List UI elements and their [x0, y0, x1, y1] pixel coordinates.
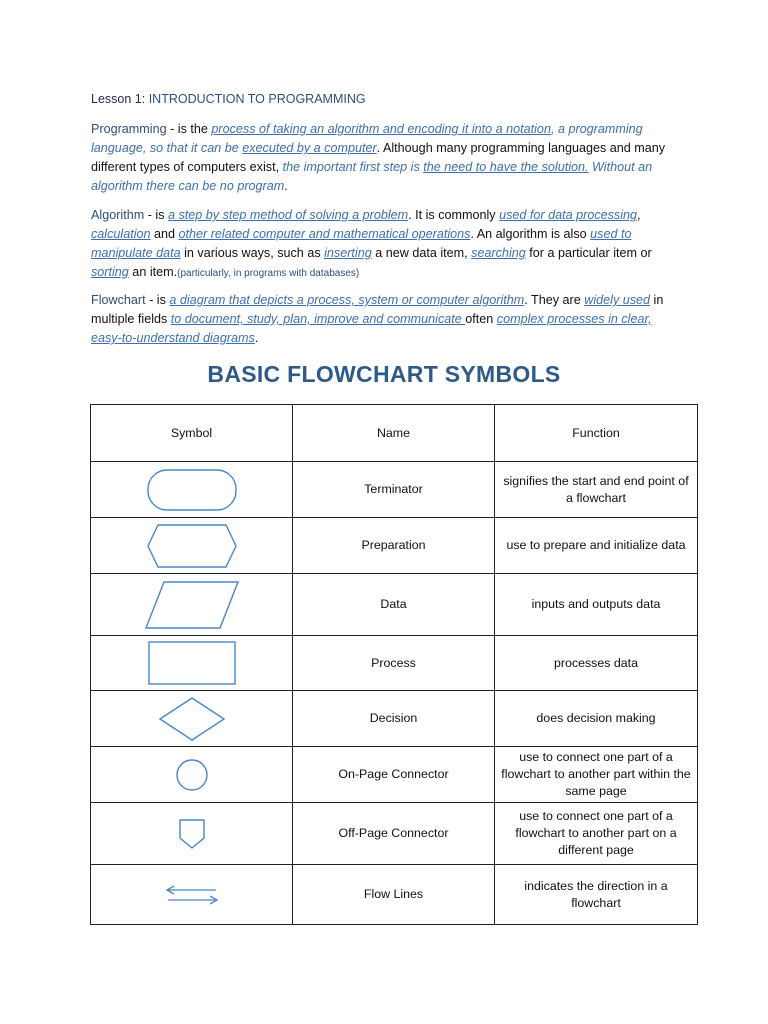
- function-cell: use to connect one part of a flowchart to another part on a different page: [495, 803, 698, 865]
- algorithm-term: Algorithm: [91, 208, 145, 222]
- function-cell: does decision making: [495, 691, 698, 747]
- text-segment: . They are: [524, 293, 585, 307]
- symbol-cell: [91, 691, 293, 747]
- flowchart-symbols-table: [90, 404, 698, 925]
- underlined-phrase: used to manipulate data: [91, 227, 632, 260]
- underlined-phrase: calculation: [91, 227, 151, 241]
- symbol-cell: [91, 518, 293, 574]
- italic-phrase: , a programming language, so that it can be: [91, 122, 643, 155]
- underlined-phrase: sorting: [91, 265, 129, 279]
- underlined-phrase: other related computer and mathematical operations: [178, 227, 471, 241]
- data-symbol-icon: [144, 580, 240, 630]
- programming-term: Programming: [91, 122, 167, 136]
- text-segment: often: [465, 312, 497, 326]
- text-segment: . An algorithm is also: [470, 227, 591, 241]
- process-symbol-icon: [147, 640, 237, 686]
- flowchart-paragraph: [91, 291, 681, 348]
- table-row: [91, 462, 698, 518]
- text-segment: - is: [145, 293, 170, 307]
- italic-phrase: the important first step is: [282, 160, 424, 174]
- italic-phrase: Without an algorithm there can be no program: [91, 160, 653, 193]
- text-segment: - is the: [166, 122, 212, 136]
- symbol-cell: [91, 747, 293, 803]
- text-segment: - is: [144, 208, 168, 222]
- flowchart-term: Flowchart: [91, 293, 146, 307]
- name-cell: Flow Lines: [293, 865, 495, 925]
- lesson-prefix: Lesson 1:: [91, 92, 149, 106]
- underlined-phrase: executed by a computer: [242, 141, 377, 155]
- flowchart-symbols-title: BASIC FLOWCHART SYMBOLS: [207, 361, 561, 387]
- name-cell: Data: [293, 574, 495, 636]
- on-page-connector-symbol-icon: [175, 758, 209, 792]
- algorithm-paragraph: [91, 206, 681, 283]
- underlined-phrase: process of taking an algorithm and encoding it into a notation: [211, 122, 551, 136]
- function-cell: processes data: [495, 636, 698, 691]
- underlined-phrase: a diagram that depicts a process, system or computer algorithm: [169, 293, 525, 307]
- symbol-cell: [91, 462, 293, 518]
- terminator-symbol-icon: [146, 467, 238, 513]
- text-segment: an item.: [128, 265, 178, 279]
- name-cell: Off-Page Connector: [293, 803, 495, 865]
- text-segment: in multiple fields: [91, 293, 664, 326]
- underlined-phrase: inserting: [324, 246, 372, 260]
- underlined-phrase: complex processes in clear, easy-to-understand diagrams: [91, 312, 652, 345]
- function-cell: indicates the direction in a flowchart: [495, 865, 698, 925]
- small-note: (particularly, in programs with databases): [177, 268, 360, 279]
- function-cell: use to connect one part of a flowchart to another part within the same page: [495, 747, 698, 803]
- off-page-connector-symbol-icon: [178, 818, 206, 850]
- name-cell: Terminator: [293, 462, 495, 518]
- function-cell: signifies the start and end point of a flowchart: [495, 462, 698, 518]
- flow-lines-symbol-icon: [164, 884, 220, 906]
- lesson-heading: [91, 92, 366, 106]
- underlined-phrase: widely used: [584, 293, 651, 307]
- function-cell: inputs and outputs data: [495, 574, 698, 636]
- function-cell: use to prepare and initialize data: [495, 518, 698, 574]
- preparation-symbol-icon: [146, 523, 238, 569]
- table-row: [91, 747, 698, 803]
- underlined-phrase: the need to have the solution.: [423, 160, 589, 174]
- programming-paragraph: [91, 120, 681, 196]
- name-cell: On-Page Connector: [293, 747, 495, 803]
- header-symbol: Symbol: [91, 405, 293, 462]
- underlined-phrase: a step by step method of solving a problem: [168, 208, 409, 222]
- name-cell: Process: [293, 636, 495, 691]
- underlined-phrase: to document, study, plan, improve and communicate: [170, 312, 466, 326]
- table-row: [91, 803, 698, 865]
- symbol-cell: [91, 803, 293, 865]
- text-segment: ,: [637, 208, 641, 222]
- table-row: [91, 518, 698, 574]
- table-header-row: [91, 405, 698, 462]
- decision-symbol-icon: [158, 696, 226, 742]
- header-function: Function: [495, 405, 698, 462]
- text-segment: in various ways, such as: [180, 246, 325, 260]
- text-segment: .: [284, 179, 288, 193]
- name-cell: Decision: [293, 691, 495, 747]
- text-segment: a new data item,: [371, 246, 472, 260]
- text-segment: for a particular item or: [525, 246, 652, 260]
- symbol-cell: [91, 865, 293, 925]
- header-name: Name: [293, 405, 495, 462]
- table-row: [91, 574, 698, 636]
- underlined-phrase: searching: [471, 246, 526, 260]
- table-row: [91, 865, 698, 925]
- symbol-cell: [91, 636, 293, 691]
- symbol-cell: [91, 574, 293, 636]
- name-cell: Preparation: [293, 518, 495, 574]
- text-segment: and: [150, 227, 179, 241]
- table-row: [91, 691, 698, 747]
- text-segment: . Although many programming languages and many different types of computers exist,: [91, 141, 666, 174]
- underlined-phrase: used for data processing: [499, 208, 638, 222]
- table-row: [91, 636, 698, 691]
- lesson-title: INTRODUCTION TO PROGRAMMING: [148, 92, 366, 106]
- text-segment: . It is commonly: [408, 208, 500, 222]
- text-segment: .: [254, 331, 259, 345]
